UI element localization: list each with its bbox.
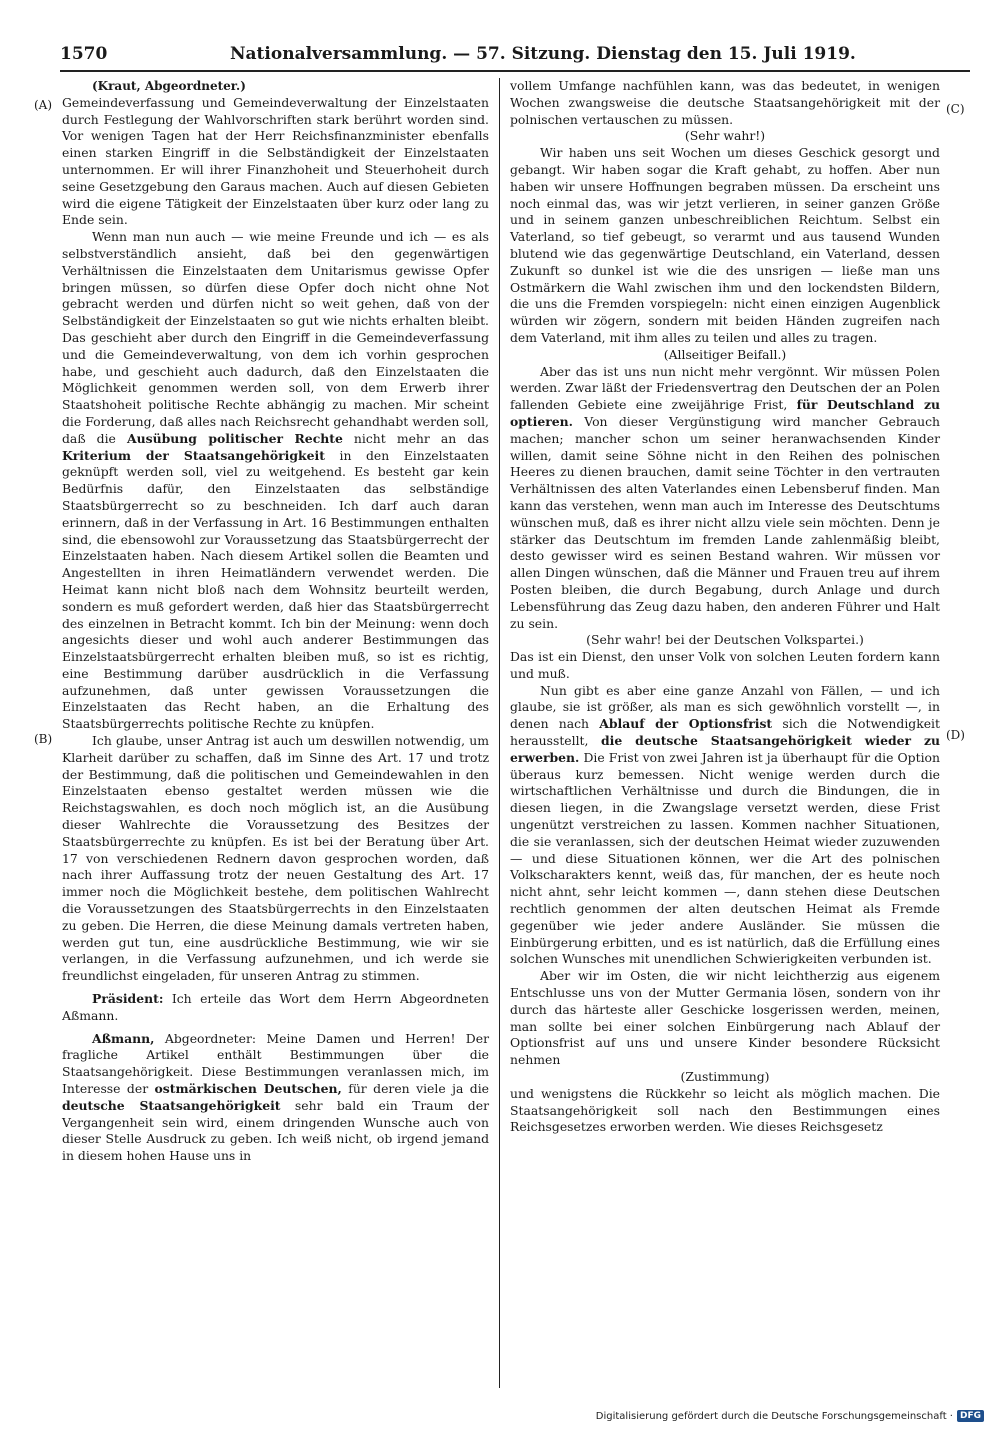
column-divider — [499, 78, 500, 1388]
interjection: (Sehr wahr! bei der Deutschen Volkspartei.) — [586, 632, 864, 648]
paragraph: Wir haben uns seit Wochen um dieses Geschick gesorgt und gebangt. Wir haben sogar die Kraft gehabt, zu hoffen. Aber nun haben wir unsere Hoffnungen begraben müssen. Da erscheint uns noch einmal das, was wir jetzt verlieren, in seiner ganzen Größe und in seinem ganzen unbeschreiblichen Reichtum. Selbst ein Vaterland, so tief gebeugt, so verarmt und aus tausend Wunden blutend wie das gegenwärtige Deutschland, ein Vaterland, dessen Zukunft so dunkel ist wie die des unsrigen — ließe man uns Ostmärkern die Wahl zwischen ihm und den lockendsten Bildern, die uns die Fremden vorspiegeln: nicht einen einzigen Augenblick würden wir zögern, sondern mit beiden Händen zugreifen nach dem Vaterland, mit ihm alles zu teilen und alles zu tragen. — [510, 145, 940, 345]
paragraph: Gemeindeverfassung und Gemeindeverwaltung der Einzelstaaten durch Festlegung der Wahlvorschriften stark berührt worden sind. Vor wenigen Tagen hat der Herr Reichsfinanzminister ebenfalls einen starken Eingriff in die Selbständigkeit der Einzelstaaten unternommen. Er will ihrer Finanzhoheit und Steuerhoheit durch seine Gesetzgebung den Garaus machen. Auch auf diesen Gebieten wird die eigene Tätigkeit der Einzelstaaten über kurz oder lang zu Ende sein. — [62, 94, 489, 228]
interjection: (Zustimmung) — [680, 1069, 770, 1085]
footer-text: Digitalisierung gefördert durch die Deutsche Forschungsgemeinschaft · — [595, 1410, 953, 1422]
margin-marker-a: (A) — [34, 98, 53, 112]
paragraph-assmann: Aßmann, Abgeordneter: Meine Damen und Herren! Der fragliche Artikel enthält Bestimmungen über die Staatsangehörigkeit. Diese Bestimmungen veranlassen mich, im Interesse der ostmärkischen Deutschen, für deren viele ja die deutsche Staatsangehörigkeit sehr bald ein Traum der Vergangenheit sein wird, einem dringenden Wunsche auch von dieser Stelle Ausdruck zu geben. Ich weiß nicht, ob irgend jemand in diesem hohen Hause uns in — [62, 1030, 489, 1164]
left-column — [62, 78, 489, 1165]
paragraph: Aber das ist uns nun nicht mehr vergönnt. Wir müssen Polen werden. Zwar läßt der Friedensvertrag den Deutschen der an Polen fallenden Gebiete eine zweijährige Frist, für Deutschland zu optieren. Von dieser Vergünstigung wird mancher Gebrauch machen; mancher schon um seiner heranwachsenden Kinder willen, damit seine Söhne nicht in den Reihen des polnischen Heeres zu dienen brauchen, damit seine Töchter in den vertrauten Verhältnissen des alten Vaterlandes einen Lebensberuf finden. Man kann das verstehen, wenn man auch im Interesse des Deutschtums wünschen muß, daß es ihrer nicht allzu viele sein möchten. Denn je stärker das Deutschtum im fremden Lande zahlenmäßig bleibt, desto gewisser wird es seinen Bestand wahren. Wir müssen vor allen Dingen wünschen, daß die Männer und Frauen treu auf ihrem Posten bleiben, die durch Begabung, durch Anlage und durch Lebensführung das Zeug dazu haben, den anderen Führer und Halt zu sein. — [510, 363, 940, 631]
paragraph: und wenigstens die Rückkehr so leicht als möglich machen. Die Staatsangehörigkeit soll nach den Bestimmungen eines Reichsgesetzes erworben werden. Wie dieses Reichsgesetz — [510, 1085, 940, 1135]
paragraph: Wenn man nun auch — wie meine Freunde und ich — es als selbstverständlich ansieht, daß bei den gegenwärtigen Verhältnissen die Einzelstaaten dem Unitarismus gewisse Opfer bringen müssen, so dürfen diese Opfer doch nicht ohne Not gebracht werden und dürfen nicht so weit gehen, daß von der Selbständigkeit der Einzelstaaten so gut wie nichts erhalten bleibt. Das geschieht aber durch den Eingriff in die Gemeindeverfassung und die Gemeindeverwaltung, von dem ich vorhin gesprochen habe, und geschieht auch dadurch, daß den Einzelstaaten die Möglichkeit genommen werden soll, von dem Erwerb ihrer Staatshoheit politische Rechte abhängig zu machen. Mir scheint die Forderung, daß alles nach Reichsrecht gehandhabt werden soll, daß die Ausübung politischer Rechte nicht mehr an das Kriterium der Staatsangehörigkeit in den Einzelstaaten geknüpft werden soll, viel zu weitgehend. Es besteht gar kein Bedürfnis dafür, den Einzelstaaten das selbständige Staatsbürgerrecht so zu beschneiden. Ich darf auch daran erinnern, daß in der Verfassung in Art. 16 Bestimmungen enthalten sind, die ebensowohl zur Voraussetzung das Staatsbürgerrecht der Einzelstaaten haben. Nach diesem Artikel sollen die Beamten und Angestellten in ihren Heimatländern verwendet werden. Die Heimat kann nicht bloß nach dem Wohnsitz beurteilt werden, sondern es muß gefordert werden, daß hier das Staatsbürgerrecht des einzelnen in Betracht kommt. Ich bin der Meinung: wenn doch angesichts dieser und wohl auch anderer Bestimmungen das Einzelstaatsbürgerrecht erhalten bleiben muß, so ist es richtig, eine Bestimmung darüber ausdrücklich in die Verfassung aufzunehmen, daß unter gewissen Voraussetzungen die Einzelstaaten das Recht haben, an die Erhaltung des Staatsbürgerrechts politische Rechte zu knüpfen. — [62, 229, 489, 732]
paragraph: Aber wir im Osten, die wir nicht leichtherzig aus eigenem Entschlusse uns von der Mutter Germania lösen, sondern von ihr durch das härteste aller Geschicke losgerissen werden, meinen, man sollte bei einer solchen Einbürgerung nach Ablauf der Optionsfrist auf uns und unsere Kinder besondere Rücksicht nehmen — [510, 968, 940, 1068]
paragraph: Nun gibt es aber eine ganze Anzahl von Fällen, — und ich glaube, sie ist größer, als man es sich gewöhnlich vorstellt —, in denen nach Ablauf der Optionsfrist sich die Notwendigkeit herausstellt, die deutsche Staatsangehörigkeit wieder zu erwerben. Die Frist von zwei Jahren ist ja überhaupt für die Option überaus kurz bemessen. Nicht wenige werden durch die wirtschaftlichen Verhältnisse und durch die Bindungen, die in diesen liegen, in die Zwangslage versetzt werden, diese Frist ungenützt verstreichen zu lassen. Kommen nachher Situationen, die sie veranlassen, sich der deutschen Heimat wieder zuzuwenden — und diese Situationen können, wer die Art des polnischen Volkscharakters kennt, weiß das, für manchen, der es heute noch nicht ahnt, sehr leicht kommen —, dann stehen diese Deutschen rechtlich genommen der alten deutschen Heimat als Fremde gegenüber wie jeder andere Ausländer. Sie müssen die Einbürgerung erbitten, und es ist natürlich, daß die Erfüllung eines solchen Wunsches mit unendlichen Schwierigkeiten verbunden ist. — [510, 682, 940, 967]
paragraph: Das ist ein Dienst, den unser Volk von solchen Leuten fordern kann und muß. — [510, 649, 940, 681]
footer — [596, 1410, 984, 1422]
margin-marker-d: (D) — [946, 728, 965, 742]
paragraph-president: Präsident: Ich erteile das Wort dem Herrn Abgeordneten Aßmann. — [62, 991, 489, 1023]
margin-marker-b: (B) — [34, 732, 53, 746]
paragraph: vollem Umfange nachfühlen kann, was das bedeutet, in wenigen Wochen zwangsweise die deutsche Staatsangehörigkeit mit der polnischen vertauschen zu müssen. — [510, 78, 940, 127]
header-rule — [60, 70, 970, 72]
speaker-tag: (Kraut, Abgeordneter.) — [92, 79, 246, 93]
interjection: (Allseitiger Beifall.) — [663, 346, 787, 362]
paragraph: Ich glaube, unser Antrag ist auch um deswillen notwendig, um Klarheit darüber zu schaffen, daß im Sinne des Art. 17 und trotz der Bestimmung, daß die politischen und Gemeindewahlen in den Einzelstaaten ebenso gestaltet werden müssen wie die Reichstagswahlen, es doch noch möglich ist, an die Ausübung dieser Wahlrechte die Voraussetzung des Besitzes der Staatsbürgerrechte zu knüpfen. Es ist bei der Beratung über Art. 17 von verschiedenen Rednern davon gesprochen worden, daß nach ihrer Auffassung trotz der neuen Gestaltung des Art. 17 immer noch die Möglichkeit bestehe, dem politischen Wahlrecht die Voraussetzungen des Staatsbürgerrechts in den Einzelstaaten zu geben. Die Herren, die diese Meinung damals vertreten haben, werden gut tun, eine ausdrückliche Bestimmung, wie wir sie verlangen, in die Verfassung aufzunehmen, und ich werde sie freundlichst eingeladen, für unseren Antrag zu stimmen. — [62, 733, 489, 984]
margin-marker-c: (C) — [946, 102, 965, 116]
interjection: (Sehr wahr!) — [684, 128, 766, 144]
header-title: Nationalversammlung. — 57. Sitzung. Dienstag den 15. Juli 1919. — [230, 44, 856, 64]
right-column — [510, 78, 940, 1136]
dfg-logo-icon: DFG — [957, 1410, 984, 1422]
page-number: 1570 — [60, 44, 108, 64]
